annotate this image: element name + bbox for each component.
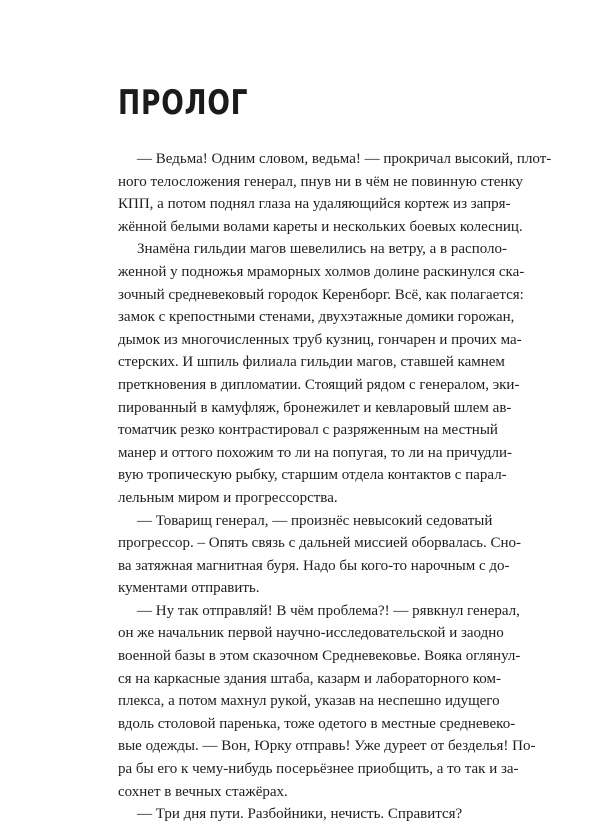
text-line: вдоль столовой паренька, тоже одетого в местные средневеко- (118, 715, 516, 732)
text-line: дымок из многочисленных труб кузниц, гончарен и прочих ма- (118, 331, 522, 348)
text-line: манер и оттого похожим то ли на попугая, то ли на причудли- (118, 444, 513, 461)
text-line: вую тропическую рыбку, старшим отдела контактов с парал- (118, 467, 507, 484)
text-line: КПП, а потом поднял глаза на удаляющийся кортеж из запря- (118, 196, 511, 213)
body-text (118, 148, 552, 826)
text-line: ра бы его к чему-нибудь посерьёзнее приобщить, а то так и за- (118, 761, 519, 778)
text-line: прогрессор. – Опять связь с дальней миссией оборвалась. Сно- (118, 535, 522, 552)
text-line: ва затяжная магнитная буря. Надо бы кого-то нарочным с до- (118, 557, 510, 574)
text-line: зочный средневековый городок Керенборг. Всё, как полагается: (118, 286, 524, 303)
paragraph (118, 148, 552, 238)
paragraph (118, 238, 525, 509)
text-line: стерских. И шпиль филиала гильдии магов, ставшей камнем (118, 354, 505, 371)
text-line: преткновения в дипломатии. Стоящий рядом с генералом, эки- (118, 376, 520, 393)
text-line: плекса, а потом махнул рукой, указав на неспешно идущего (118, 693, 500, 710)
text-line: военной базы в этом сказочном Средневековье. Вояка оглянул- (118, 648, 521, 665)
text-line: — Ведьма! Одним словом, ведьма! — прокричал высокий, плот- (137, 151, 552, 167)
text-line: кументами отправить. (118, 580, 260, 597)
text-line: лельным миром и прогрессорства. (118, 489, 338, 506)
paragraph (118, 510, 522, 600)
paragraph (118, 600, 536, 803)
paragraph (118, 803, 486, 826)
text-line: он же начальник первой научно-исследовательской и заодно (118, 625, 504, 642)
text-line: замок с крепостными стенами, двухэтажные домики горожан, (118, 309, 515, 326)
text-line: жённой белыми волами кареты и нескольких боевых колесниц. (118, 218, 523, 235)
text-line: Знамёна гильдии магов шевелились на ветру, а в располо- (137, 241, 508, 258)
text-line: ся на каркасные здания штаба, казарм и лабораторного ком- (118, 670, 502, 687)
text-line: пированный в камуфляж, бронежилет и кевларовый шлем ав- (118, 399, 512, 416)
text-line: — Товарищ генерал, — произнёс невысокий седоватый (137, 512, 493, 529)
text-line: вые одежды. — Вон, Юрку отправь! Уже дуреет от безделья! По- (118, 738, 536, 755)
text-line: томатчик резко контрастировал с разряженным на местный (118, 422, 498, 439)
text-line: сохнет в вечных стажёрах. (118, 783, 288, 800)
text-line: — Ну так отправляй! В чём проблема?! — рявкнул генерал, (137, 602, 520, 619)
text-line: ного телосложения генерал, пнув ни в чём не повинную стенку (118, 173, 524, 190)
text-line: — Три дня пути. Разбойники, нечисть. Справится? (137, 806, 463, 823)
text-line: женной у подножья мраморных холмов долине раскинулся ска- (118, 263, 525, 280)
chapter-title: ПРОЛОГ (118, 83, 249, 123)
